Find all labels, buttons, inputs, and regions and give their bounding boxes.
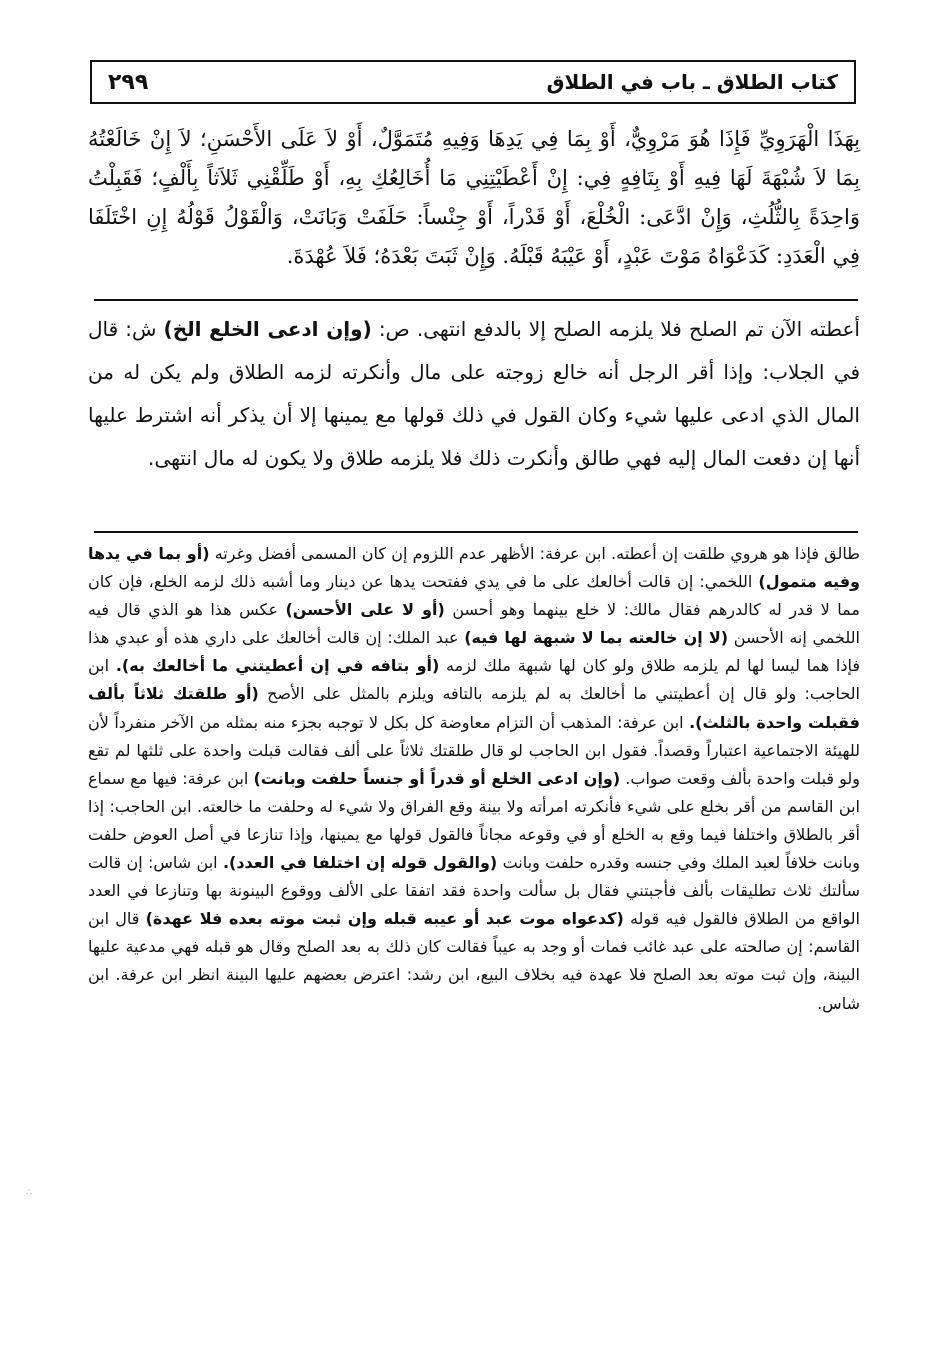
notes-run: عبد الملك: إن قالت أخالعك على داري هذه أو عبدي هذا فإذا هما ليسا لها لم يلزمه طلاق ولو كان لها شبهة ملك لزمه	[88, 628, 860, 676]
separator-line	[94, 299, 858, 301]
commentary-quote: (وإن ادعى الخلع الخ)	[163, 317, 372, 341]
notes-run: ابن عرفة: المذهب أن التزام معاوضة كل بكل لا توجبه بجزء منه بمثله من الآخر منفرداً لأن للهيئة الاجتماعية اعتباراً وقصداً. فقول ابن الحاجب لو قال طلقتك ثلاثاً على ألف فقالت قبلت واحدة على ثلثها لم تقع ولو قبلت واحدة بألف وقعت صواب.	[88, 712, 861, 788]
notes-quote: (أو طلقتك ثلاثاً بألف فقبلت واحدة بالثلث).	[88, 684, 861, 732]
notes-run: عكس هذا هو الذي قال فيه اللخمي إنه الأحسن	[88, 600, 860, 648]
notes-quote: (أو بتافه في إن أعطيتني ما أخالعك به).	[115, 656, 440, 676]
commentary	[88, 308, 860, 480]
notes-run: ابن عرفة: فيها مع سماع ابن القاسم من أقر بخلع على شيء فأنكرته امرأته ولا بينة وقع الفراق ولا شيء له وحلفت ما خالعته. ابن الحاجب: إذا أقر بالطلاق واختلفا فيما وقع به الخلع أو في وقوعه مجاناً فالقول قولها مع يمينها، وإذا تنازعا في أصل العوض حلفت وبانت خلافاً لعبد الملك وفي جنسه وقدره حلفت وبانت	[88, 768, 860, 873]
running-header	[90, 60, 856, 104]
commentary-run: ش: قال في الجلاب: وإذا أقر الرجل أنه خالع زوجته على مال وأنكرته لزمه الطلاق ولم يكن له من المال الذي ادعى عليها شيء وكان القول في ذلك قولها مع يمينها إلا أن يذكر أنه اشترط عليها أنها إن دفعت المال إليه فهي طالق وأنكرت ذلك فلا يلزمه طلاق ولا يكون له مال انتهى.	[88, 317, 860, 470]
notes-quote: (كدعواه موت عبد أو عيبه قبله وإن ثبت موته بعده فلا عهدة)	[145, 909, 624, 929]
commentary-paragraph	[88, 308, 860, 480]
header-title: كتاب الطلاق ـ باب في الطلاق	[546, 70, 838, 94]
scan-speck: ∴	[26, 1188, 32, 1198]
notes-paragraph	[88, 540, 860, 1018]
page-number: ٢٩٩	[108, 69, 149, 95]
notes-run: ابن الحاجب: ولو قال إن أعطيتني ما أخالعك به لم يلزمه بالتافه ويلزم بالمثل على الأصح	[88, 656, 860, 704]
notes-run: ابن شاس: إن قالت سألتك ثلاث تطليقات بألف فأجبتني فقال بل سألت واحدة فقد اتفقا على الألف ووقوع البينونة بها وتنازعا في العدد الواقع من الطلاق فالقول فيه قوله	[88, 853, 861, 929]
notes-run: اللخمي: إن قالت أخالعك على ما في يدي ففتحت يدها عن دينار وما أشبه ذلك لزمه الخلع، فإن كان مما لا قدر له كالدرهم فقال مالك: لا خلع بينهما وهو أحسن	[88, 572, 861, 620]
margin-notes	[88, 540, 860, 1018]
commentary-run: أعطته الآن تم الصلح فلا يلزمه الصلح إلا بالدفع انتهى. ص:	[371, 317, 860, 341]
notes-quote: (وإن ادعى الخلع أو قدراً أو جنساً حلفت وبانت)	[253, 768, 621, 788]
notes-quote: (أو لا على الأحسن)	[285, 600, 445, 620]
notes-quote: (لا إن خالعته بما لا شبهة لها فيه)	[464, 628, 729, 648]
main-text-paragraph: بِهَذَا الْهَرَوِيِّ فَإِذَا هُوَ مَرْوِيٌّ، أَوْ بِمَا فِي يَدِهَا وَفِيهِ مُتَمَوَّلٌ، أَوْ لاَ عَلَى الأَحْسَنِ؛ لاَ إِنْ خَالَعْتُهُ بِمَا لاَ شُبْهَةَ لَهَا فِيهِ أَوْ بِتَافِهٍ فِي: إِنْ أَعْطَيْتِنِي مَا أُخَالِعُكِ بِهِ، أَوْ طَلِّقْنِي ثَلاَثاً بِأَلْفٍ؛ فَقَبِلْتُ وَاحِدَةً بِالثُّلُثِ، وَإِنْ ادَّعَى: الْخُلْعَ، أَوْ قَدْراً، أَوْ جِنْساً: حَلَفَتْ وَبَانَتْ، وَالْقَوْلُ قَوْلُهُ إِنِ اخْتَلَفَا فِي الْعَدَدِ: كَدَعْوَاهُ مَوْتَ عَبْدٍ، أَوْ عَيْبَهُ قَبْلَهُ. وَإِنْ ثَبَتَ بَعْدَهُ؛ فَلاَ عُهْدَةَ.	[88, 127, 860, 268]
separator-line	[94, 531, 858, 533]
notes-run: طالق فإذا هو هروي طلقت إن أعطته. ابن عرفة: الأظهر عدم اللزوم إن كان المسمى أفضل وغرته	[209, 544, 860, 563]
notes-quote: (والقول قوله إن اختلفا في العدد).	[222, 853, 498, 873]
main-text	[88, 120, 860, 276]
notes-quote: (أو بما في يدها وفيه متمول)	[88, 544, 860, 592]
notes-run: قال ابن القاسم: إن صالحته على عبد غائب فمات أو وجد به عيباً فقالت كان ذلك به بعد الصلح وقال هو قبله فهي مدعية عليها البينة، وإن ثبت موته بعد الصلح فلا عهدة فيه بخلاف البيع، ابن رشد: اعترض بعضهم عليها البينة انظر ابن عرفة. ابن شاس.	[88, 909, 860, 1013]
